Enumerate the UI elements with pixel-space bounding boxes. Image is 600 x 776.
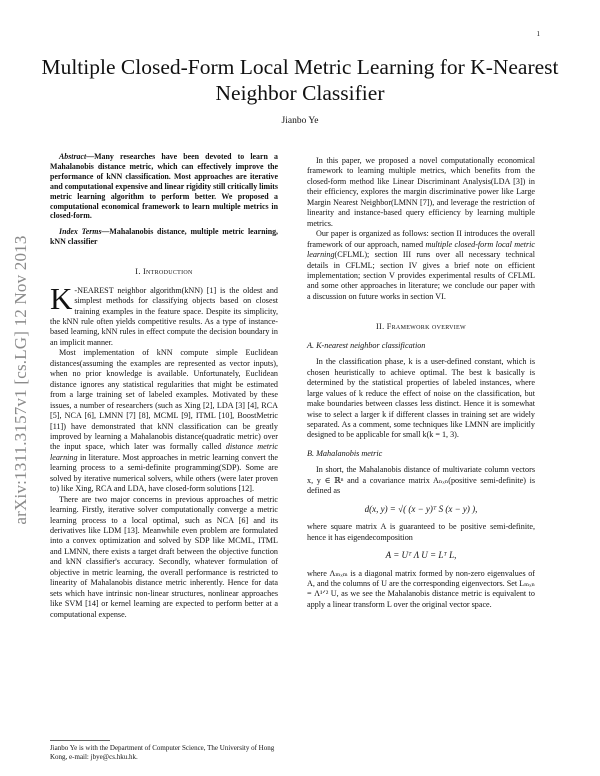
subsection-a-heading: A. K-nearest neighbor classification [307,340,426,350]
subsection-b-heading: B. Mahalanobis metric [307,448,383,458]
abstract-label: Abstract [59,152,87,161]
index-terms-text: —Mahalanobis distance, multiple metric learning, kNN classifier [50,227,278,247]
subsection-b-paragraph-1: In short, the Mahalanobis distance of multivariate column vectors x, y ∈ ℝⁿ and a covariance matrix Aₙₓₙ(positive semi-definite) is defined as [307,465,535,496]
index-terms-label: Index Terms [59,227,102,237]
equation-distance: d(x, y) = √( (x − y)ᵀ S (x − y) ), [364,503,478,514]
page-number: 1 [536,30,540,38]
intro-paragraph-2: Most implementation of kNN compute simple Euclidean distances(assuming the examples are represented as vector inputs), when no prior knowledge is available. Unfortunately, Euclidean distance ignores any statistical regularities that might be estimated from a large training set of labeled examples. Motivated by these issues, a number of researchers (such as Xing [2], LDA [3] [4], RCA [5], NCA [6], LMNN [7] [8], MCML [9], ITML [10], BoostMetric [11]) have demonstrated that kNN classification can be greatly improved by learning a Mahalanobis distance(quadratic metric) over the input space, which later was formally called distance metric learning in literature. Most approaches in metric learning convert the learning process to a semi-definite programming(SDP). Some are solved by iterative numerical solvers, while others (were later proven to) like Xing, RCA and LDA, have closed-form solutions [12]. [50,348,278,494]
right-paragraph-2: Our paper is organized as follows: section II introduces the overall framework of our approach, named multiple closed-form local metric learning(CFLML); section III runs over all necessary technical details in CFLML; section IV gives a brief note on efficient implementation; section V provides experimental results of CFLML and some other approaches in literature; we conclude our paper with a discussion on future works in section VI. [307,229,535,301]
equation-eigendecomposition: A = Uᵀ Λ U = Lᵀ L, [385,550,457,561]
subsection-b-paragraph-2: where square matrix A is guaranteed to be positive semi-definite, hence it has eigendecomposition [307,522,535,542]
footnote: Jianbo Ye is with the Department of Computer Science, The University of Hong Kong, e-mail: jbye@cs.hku.hk. [50,740,278,762]
section-introduction-heading: I. Introduction [135,267,193,277]
intro-paragraph-3: There are two major concerns in previous approaches of metric learning. Firstly, iterative solver computationally converge a metric learning process to a local optimal, such as NCA [6] and its derivatives like LDM [13]. Meanwhile even problem are formulated into a convex optimization and solved by SDP like MCML, ITML and LMNN, there exists a target draft between the objective function and kNN classifier's accuracy. Secondly, whatever formulation of objective in metric learning, the overall performance is restricted to linearity of Mahalanobis distance metric inherently. Hence for data sets which have intrinsic non-linear structures, nonlinear approaches like SVM [14] or kernel learning are expected to perform better at a computational expense. [50,494,278,619]
abstract [50,152,278,247]
arxiv-sidebar [8,195,34,565]
drop-cap: K [50,280,73,316]
arxiv-id: arXiv:1311.3157v1 [cs.LG] 12 Nov 2013 [11,235,30,525]
right-column [307,152,535,610]
left-column [50,152,278,620]
footnote-rule [50,740,110,741]
author: Jianbo Ye [281,116,319,126]
subsection-b-paragraph-3: where Λₘₓₘ is a diagonal matrix formed by non-zero eigenvalues of A, and the columns of U are the corresponding eigenvectors. Set Lₘₓₙ = Λ¹ᐟ² U, as we see the Mahalanobis distance metric is equivalent to apply a linear transform L over the original vector space. [307,568,535,609]
paper-title: Multiple Closed-Form Local Metric Learning for K-Nearest Neighbor Classifier [41,55,559,105]
intro-paragraph-1: K -NEAREST neighbor algorithm(kNN) [1] is the oldest and simplest methods for classifying objects based on closest training examples in the feature space. Despite its simplicity, the kNN rule often yields competitive results. As a type of instance-based learning, kNN rules in effect compute the decision boundary in an implicit manner. [50,280,278,347]
subsection-a-text: In the classification phase, k is a user-defined constant, which is chosen heuristically to achieve optimal. The best k basically is determined by the statistical properties of labeled instances, where large values of k reduce the effect of noise on the classification, but make boundaries between classes less distinct. Hence it is somewhat wise to select a larger k if different classes in training set are widely separated. As a comment, some techniques like LMNN are implicitly designed to be applicable for small k(k = 1, 3). [307,357,535,440]
abstract-text: —Many researches have been devoted to learn a Mahalanobis distance metric, which can effectively improve the performance of kNN classification. Most approaches are iterative and computational expensive and linear rigidity still critically limits metric learning algorithm to perform better. We proposed a computational economical framework to learn multiple metrics in closed-form. [50,152,278,221]
right-paragraph-1: In this paper, we proposed a novel computationally economical framework to learning multiple metrics, which benefits from the closed-form method like Linear Discriminant Analysis(LDA [3]) in their efficiency, explores the margin discriminative power like Large Margin Nearest Neighbor(LMNN [7]), and leverage the restriction of linearity and instance-based query efficiency by learning multiple metrics. [307,156,535,228]
section-framework-heading: II. Framework overview [376,322,466,332]
